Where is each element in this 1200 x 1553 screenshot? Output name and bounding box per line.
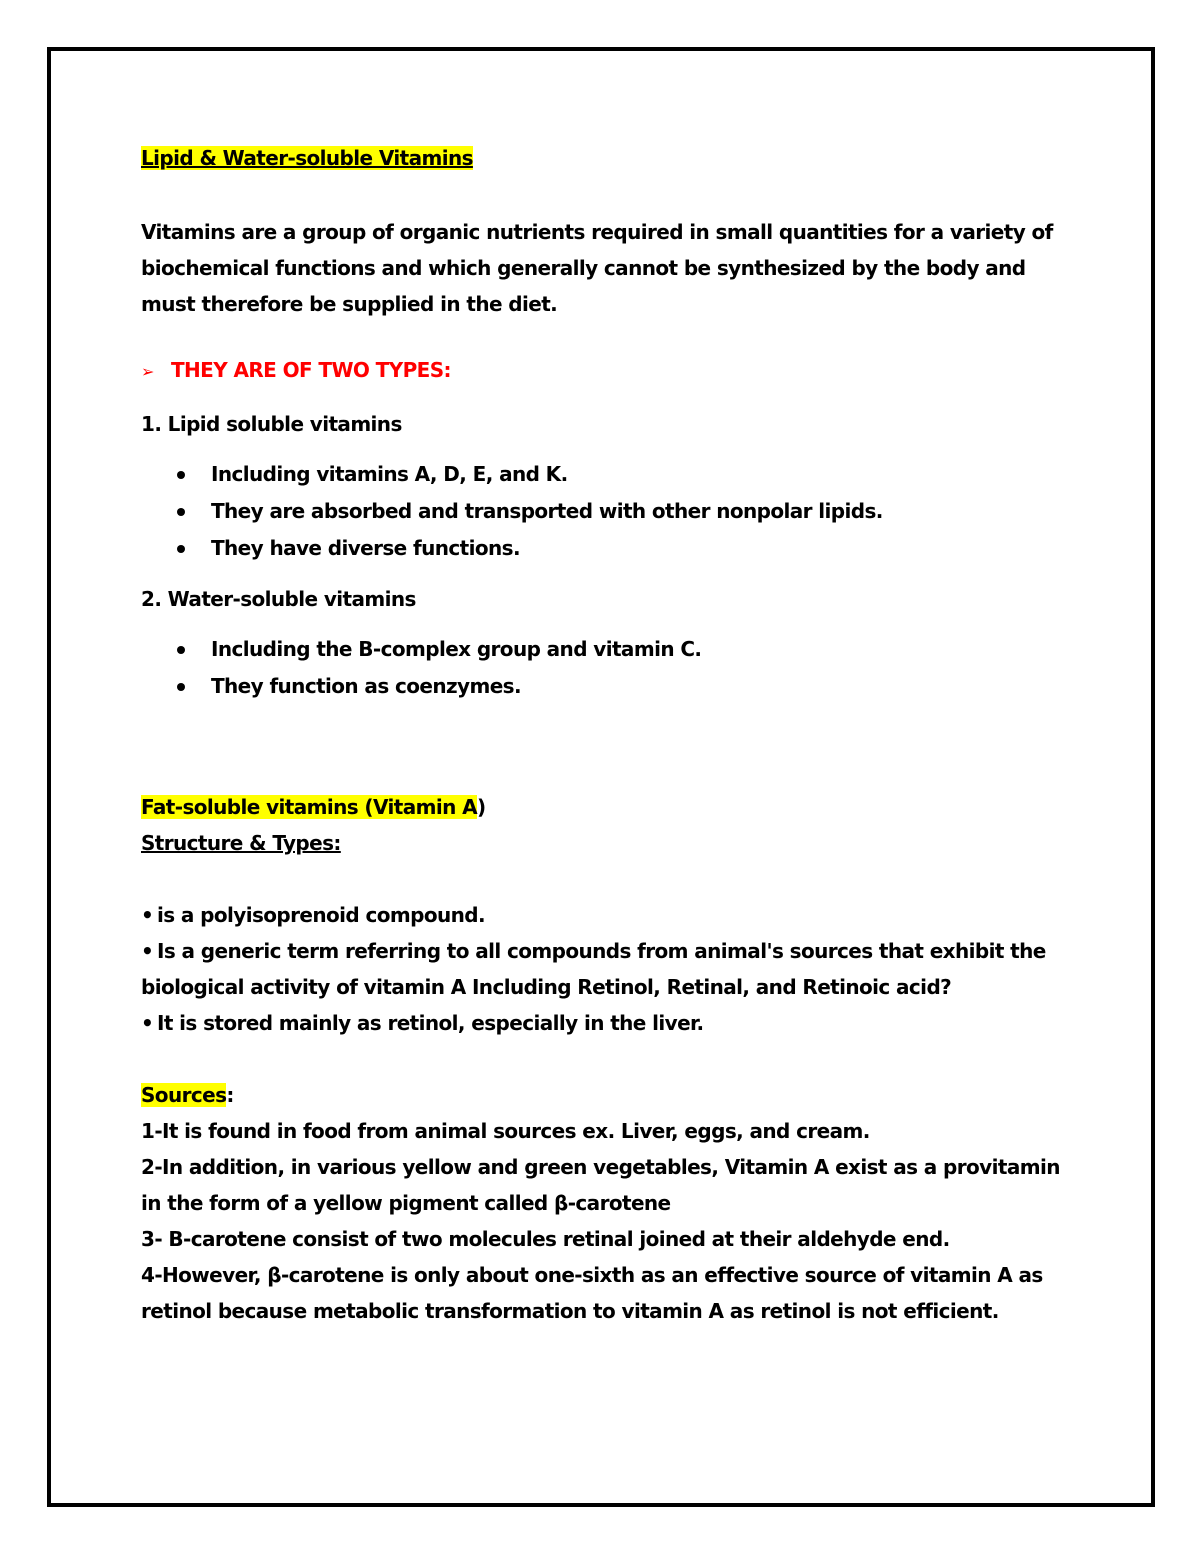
source-item: 4-However, β-carotene is only about one-sixth as an effective source of vitamin A as retinol because metabolic transformation to vitamin A as retinol is not efficient. <box>141 1263 1043 1323</box>
list-item: Including vitamins A, D, E, and K. <box>173 456 1071 493</box>
types-heading <box>141 352 1071 390</box>
group-title-lipid: 1. Lipid soluble vitamins <box>141 412 402 436</box>
structure-types-heading: Structure & Types: <box>141 831 341 855</box>
intro-paragraph: Vitamins are a group of organic nutrients required in small quantities for a variety of biochemical functions and which generally cannot be synthesized by the body and must therefore be supplied in the diet. <box>141 220 1053 316</box>
vitamin-a-point-text: Is a generic term referring to all compounds from animal's sources that exhibit the biological activity of vitamin A Including Retinol, Retinal, and Retinoic acid? <box>141 939 1046 999</box>
types-heading-text: THEY ARE OF TWO TYPES: <box>171 358 451 382</box>
bullet-dot-icon: • <box>141 939 154 963</box>
arrow-bullet-icon: ➢ <box>141 362 154 381</box>
lipid-bullet-list <box>141 456 1071 567</box>
vitamin-a-point <box>141 897 1071 933</box>
source-item: 1-It is found in food from animal sources ex. Liver, eggs, and cream. <box>141 1119 870 1143</box>
group-title-water: 2. Water-soluble vitamins <box>141 587 416 611</box>
source-item: 3- B-carotene consist of two molecules retinal joined at their aldehyde end. <box>141 1227 950 1251</box>
document-body <box>141 140 1071 1329</box>
sources-heading-suffix: : <box>226 1083 234 1107</box>
list-item: Including the B-complex group and vitamin C. <box>173 631 1071 668</box>
vitamin-a-heading-text: Fat-soluble vitamins (Vitamin A <box>141 795 477 819</box>
sources-section <box>141 1077 1071 1329</box>
water-bullet-list <box>141 631 1071 705</box>
sources-heading <box>141 1077 1071 1113</box>
vitamin-a-point-text: It is stored mainly as retinol, especially in the liver. <box>157 1011 704 1035</box>
source-item: 2-In addition, in various yellow and green vegetables, Vitamin A exist as a provitamin in the form of a yellow pigment called β-carotene <box>141 1155 1060 1215</box>
bullet-dot-icon: • <box>141 1011 154 1035</box>
vitamin-a-heading-suffix: ) <box>477 795 486 819</box>
document-title-text: Lipid & Water-soluble Vitamins <box>141 146 473 170</box>
document-title <box>141 140 1071 176</box>
bullet-dot-icon: • <box>141 903 154 927</box>
vitamin-a-heading <box>141 789 1071 825</box>
list-item: They have diverse functions. <box>173 530 1071 567</box>
vitamin-a-point-text: is a polyisoprenoid compound. <box>157 903 485 927</box>
vitamin-a-point <box>141 933 1071 1005</box>
list-item: They function as coenzymes. <box>173 668 1071 705</box>
list-item: They are absorbed and transported with other nonpolar lipids. <box>173 493 1071 530</box>
vitamin-a-point <box>141 1005 1071 1041</box>
sources-heading-text: Sources <box>141 1083 227 1107</box>
